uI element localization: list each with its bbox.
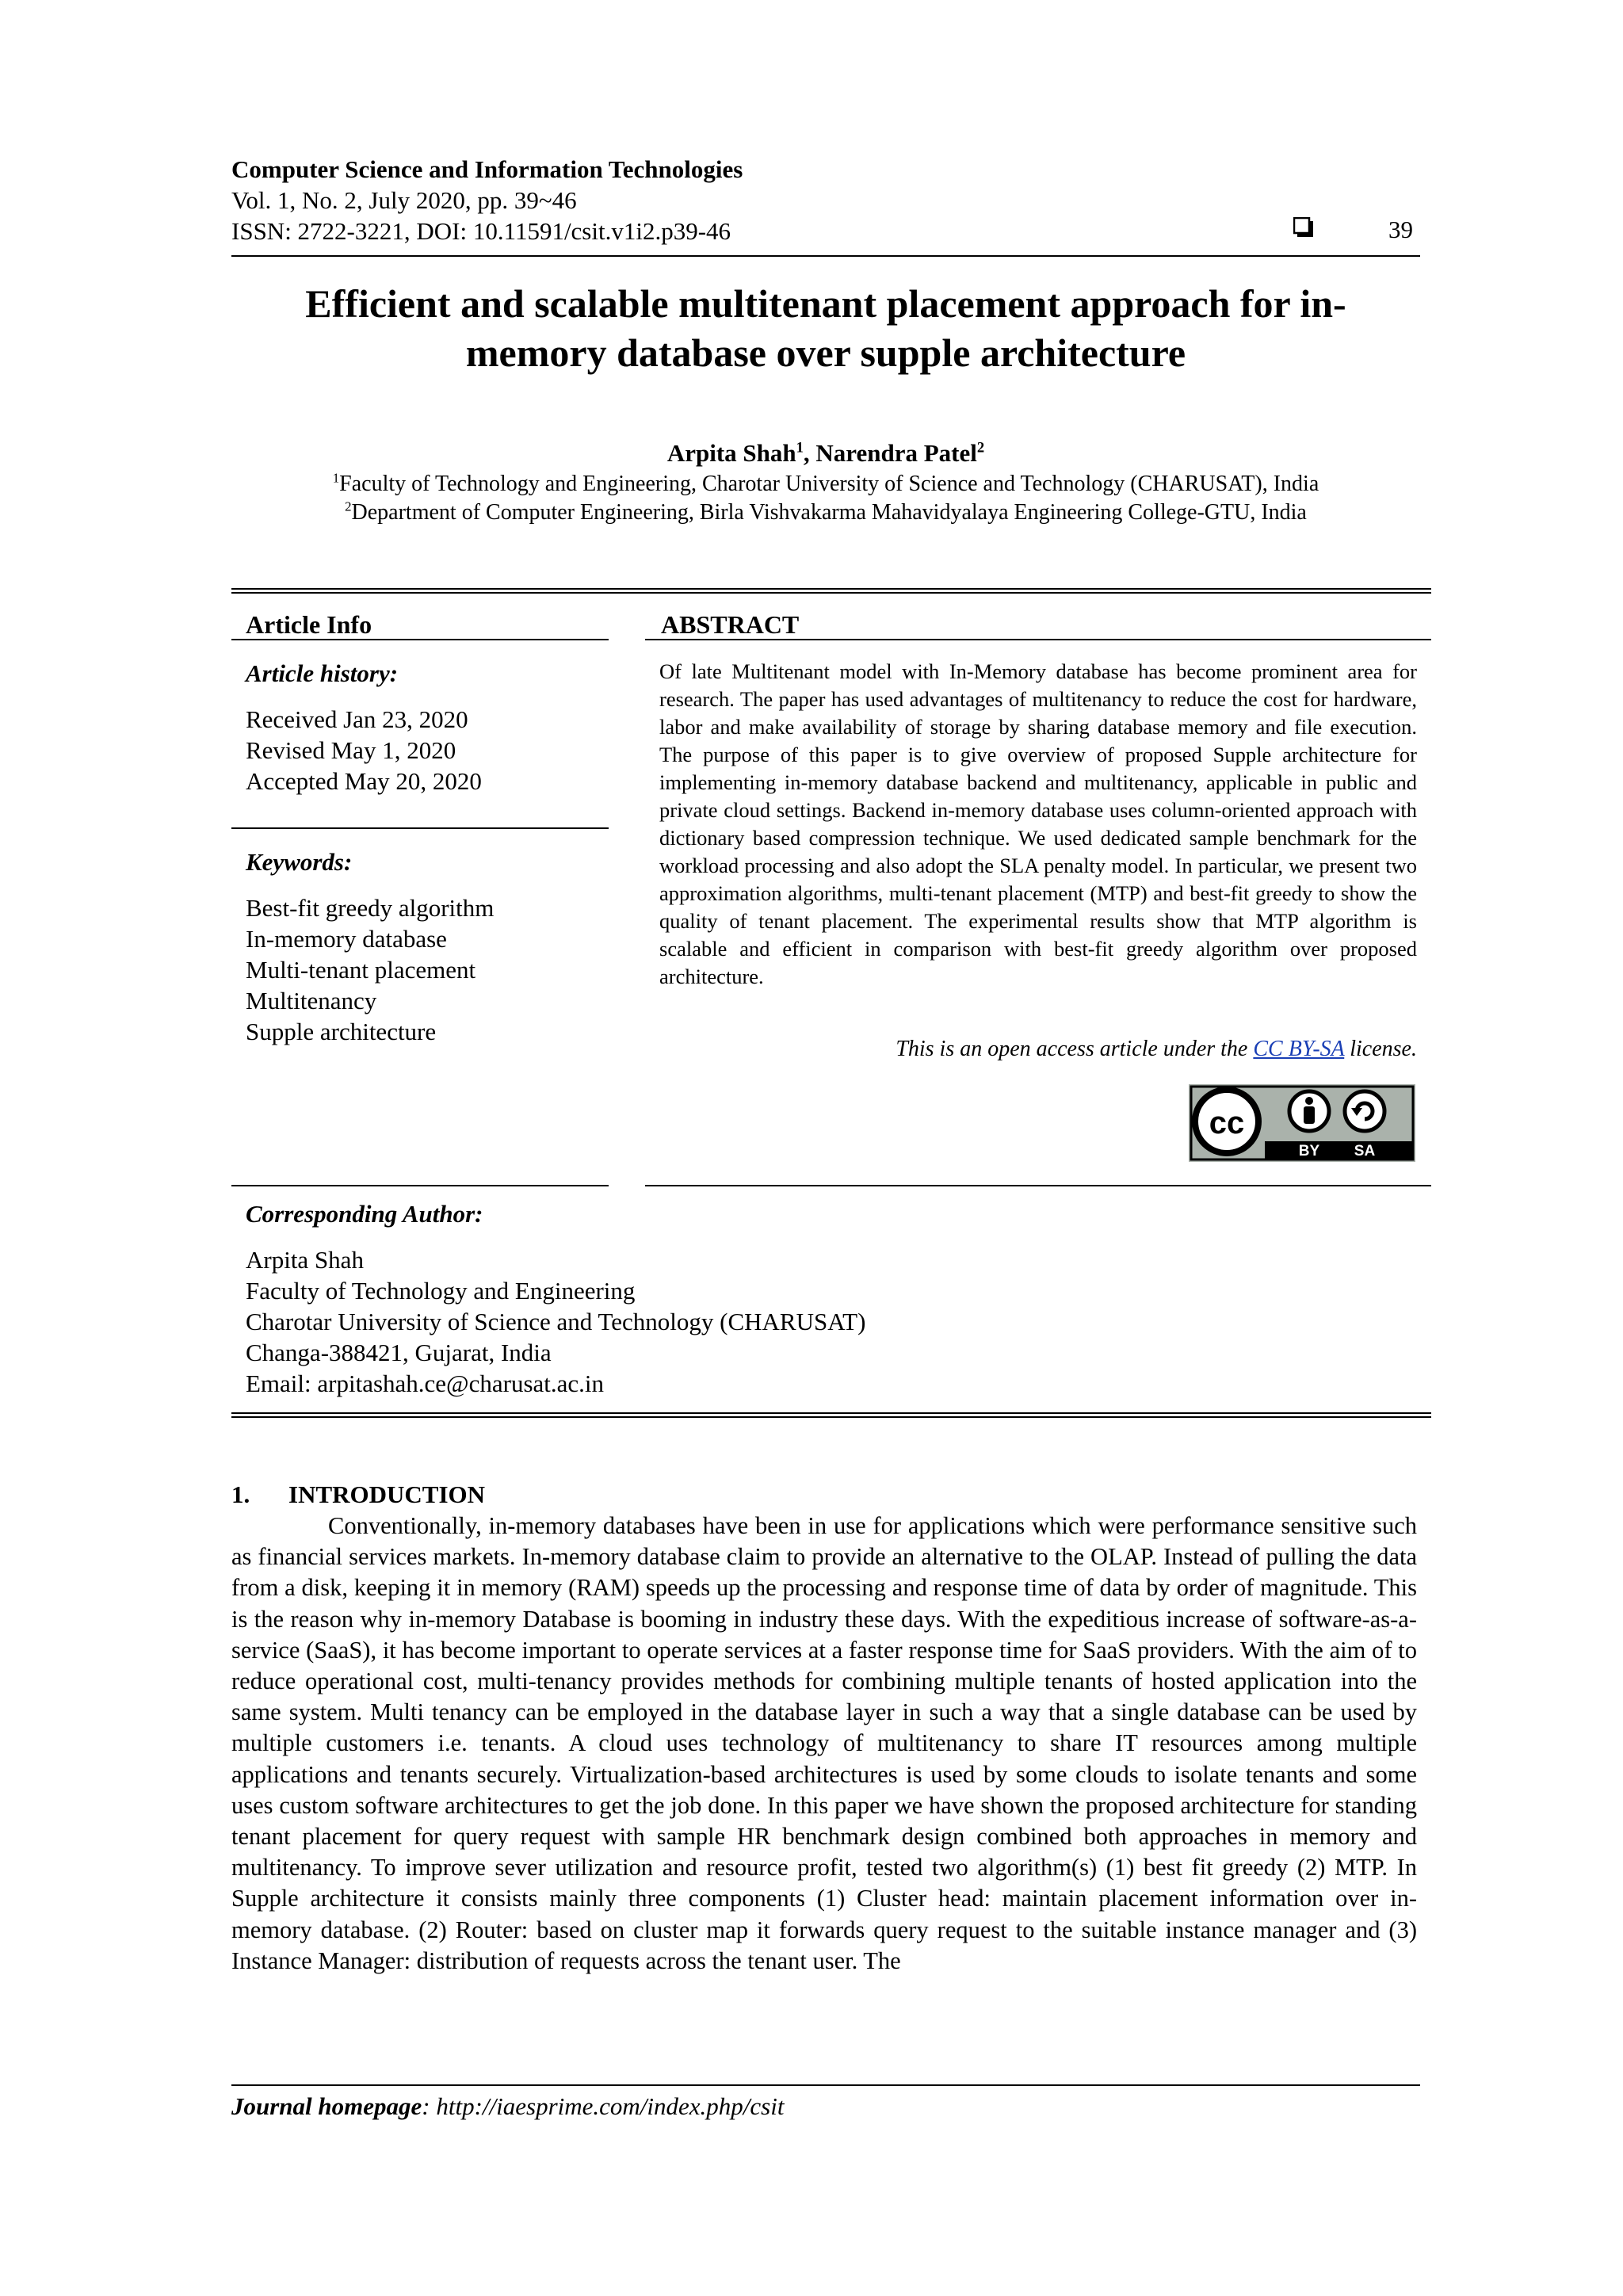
section-number: 1. — [231, 1480, 250, 1508]
author-affiliation-marker: 1 — [796, 439, 804, 457]
keyword-item: Best-fit greedy algorithm — [246, 894, 495, 922]
keywords-label: Keywords: — [246, 848, 353, 876]
journal-homepage — [231, 2092, 784, 2121]
abstract-rule — [645, 639, 1431, 640]
author-name: Narendra Patel — [815, 439, 977, 467]
introduction-heading — [231, 1480, 485, 1509]
homepage-label: Journal homepage — [231, 2092, 422, 2120]
homepage-url[interactable]: http://iaesprime.com/index.php/csit — [436, 2092, 785, 2120]
corresponding-rule-left — [231, 1185, 609, 1186]
cc-by-sa-link[interactable]: CC BY-SA — [1253, 1037, 1345, 1061]
affiliation — [231, 472, 1420, 497]
affiliation-marker: 2 — [345, 499, 352, 514]
keyword-item: Multitenancy — [246, 987, 377, 1014]
paper-title — [231, 279, 1420, 377]
history-accepted: Accepted May 20, 2020 — [246, 767, 482, 795]
cc-text: cc — [1209, 1106, 1245, 1140]
keywords-list — [246, 892, 494, 1047]
title-line-1: Efficient and scalable multitenant placement approach for in- — [305, 281, 1346, 326]
header-rule — [231, 255, 1420, 257]
title-line-2: memory database over supple architecture — [465, 330, 1186, 375]
sa-text: SA — [1354, 1143, 1376, 1159]
author-name: Arpita Shah — [666, 439, 796, 467]
keyword-item: Supple architecture — [246, 1018, 437, 1045]
volume-line: Vol. 1, No. 2, July 2020, pp. 39~46 — [231, 186, 577, 214]
affiliation-marker: 1 — [332, 470, 340, 486]
info-box-top-rule — [231, 588, 1431, 594]
author-university-line: Charotar University of Science and Technology (CHARUSAT) — [246, 1308, 866, 1335]
corresponding-author-label: Corresponding Author: — [246, 1200, 483, 1228]
article-info-heading: Article Info — [246, 610, 372, 639]
cc-by-sa-license-icon[interactable] — [1189, 1084, 1415, 1162]
keywords-rule — [231, 827, 609, 829]
journal-name: Computer Science and Information Technologies — [231, 155, 743, 183]
abstract-heading: ABSTRACT — [661, 610, 800, 639]
affiliation-text: Faculty of Technology and Engineering, Charotar University of Science and Technology (CHARUSAT), India — [339, 472, 1319, 496]
info-box-bottom-rule — [231, 1412, 1431, 1418]
article-history-label: Article history: — [246, 659, 399, 687]
author-list — [231, 439, 1420, 468]
keyword-item: Multi-tenant placement — [246, 956, 476, 984]
square-bullet-icon — [1293, 217, 1314, 238]
footer-rule — [231, 2084, 1420, 2086]
author-faculty-line: Faculty of Technology and Engineering — [246, 1277, 636, 1305]
history-revised: Revised May 1, 2020 — [246, 736, 456, 764]
corresponding-author-details — [246, 1244, 865, 1399]
article-info-rule — [231, 639, 609, 640]
introduction-text: Conventionally, in-memory databases have been in use for applications which were performance sensitive such as financial services markets. In-memory database claim to provide an alternative to the OLAP. Instead of pulling the data from a disk, keeping it in memory (RAM) speeds up the processing and response time of data by order of magnitude. This is the reason why in-memory Database is booming in industry these days. With the expeditious increase of software-as-a-service (SaaS), it has become important to operate services at a faster response time for SaaS providers. With the aim of to reduce operational cost, multi-tenancy provides methods for combining multiple tenants of hosted application into the same system. Multi tenancy can be employed in the database layer in such a way that a single database can be used by multiple customers i.e. tenants. A cloud uses technology of multitenancy to share IT resources among multiple applications and tenants securely. Virtualization-based architectures is used by some clouds to isolate tenants and some uses custom software architectures to get the job done. In this paper we have shown the proposed architecture for standing tenant placement for query request with sample HR benchmark design combined both approaches in memory and multitenancy. To improve sever utilization and resource profit, tested two algorithm(s) (1) best fit greedy (2) MTP. In Supple architecture it consists mainly three components (1) Cluster head: maintain placement information over in-memory database. (2) Router: based on cluster map it forwards query request to the suitable instance manager and (3) Instance Manager: distribution of requests across the tenant user. The — [231, 1512, 1417, 1974]
homepage-separator: : — [422, 2092, 437, 2120]
license-statement — [659, 1037, 1417, 1062]
license-suffix: license. — [1344, 1037, 1417, 1061]
affiliation-text: Department of Computer Engineering, Birla Vishvakarma Mahavidyalaya Engineering College-GTU, India — [351, 500, 1307, 525]
keyword-item: In-memory database — [246, 925, 447, 953]
affiliation — [231, 500, 1420, 525]
license-prefix: This is an open access article under the — [896, 1037, 1254, 1061]
author-separator: , — [803, 439, 816, 467]
author-name-line: Arpita Shah — [246, 1246, 364, 1274]
abstract-text: Of late Multitenant model with In-Memory database has become prominent area for research. The paper has used advantages of multitenancy to reduce the cost for hardware, labor and make availability of storage by sharing database memory and file execution. The purpose of this paper is to give overview of proposed Supple architecture for implementing in-memory database backend and multitenancy, applicable in public and private cloud settings. Backend in-memory database uses column-oriented approach with dictionary based compression technique. We used dedicated sample benchmark for the workload processing and also adopt the SLA penalty model. In particular, we present two approximation algorithms, multi-tenant placement (MTP) and best-fit greedy to show the quality of tenant placement. The experimental results show that MTP algorithm is scalable and efficient in comparison with best-fit greedy algorithm over proposed architecture. — [659, 659, 1417, 988]
author-address-line: Changa-388421, Gujarat, India — [246, 1339, 552, 1366]
issn-line: ISSN: 2722-3221, DOI: 10.11591/csit.v1i2.p39-46 — [231, 217, 731, 245]
section-title: INTRODUCTION — [288, 1480, 486, 1508]
author-affiliation-marker: 2 — [976, 439, 985, 457]
by-text: BY — [1298, 1143, 1320, 1159]
history-received: Received Jan 23, 2020 — [246, 705, 468, 733]
author-email-line: Email: arpitashah.ce@charusat.ac.in — [246, 1370, 605, 1397]
article-history-list — [246, 704, 482, 797]
corresponding-rule-right — [645, 1185, 1431, 1186]
page-number: 39 — [1388, 216, 1413, 243]
